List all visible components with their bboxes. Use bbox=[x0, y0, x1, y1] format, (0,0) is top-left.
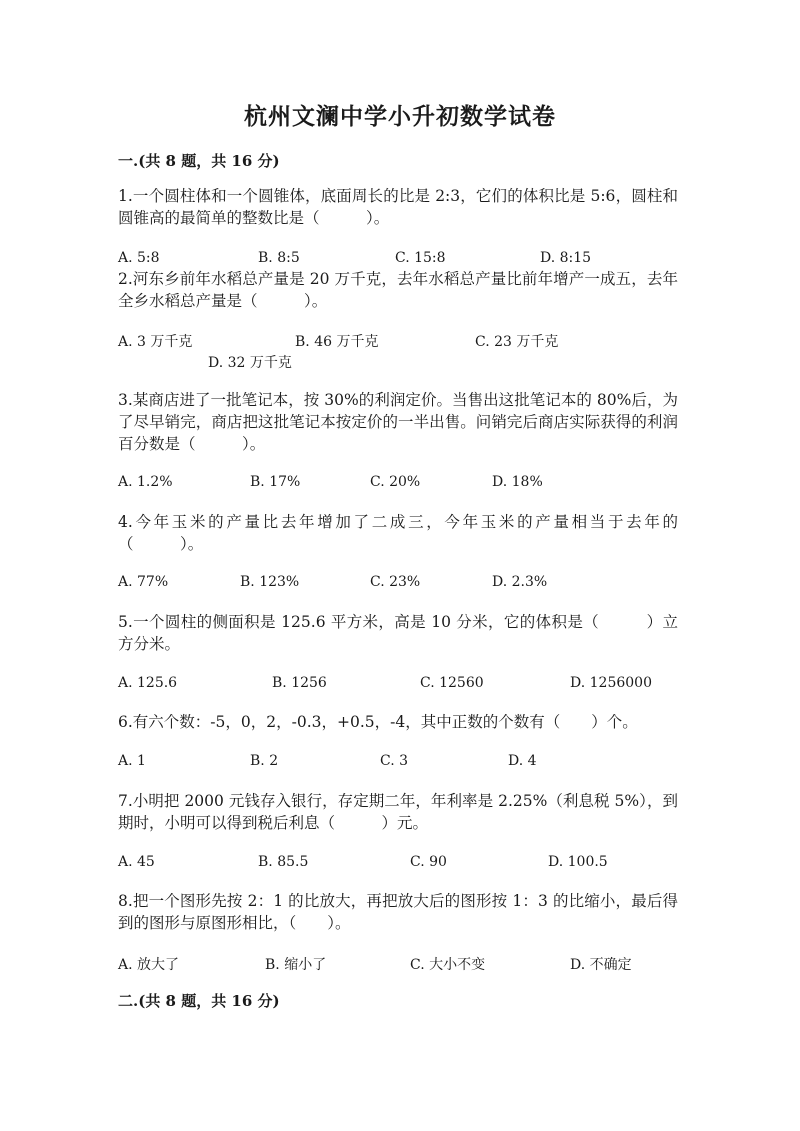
question-6-text: 6.有六个数：-5，0，2，-0.3，+0.5，-4，其中正数的个数有（ ）个。 bbox=[118, 713, 638, 731]
question-8-text: 8.把一个图形先按 2：1 的比放大，再把放大后的图形按 1：3 的比缩小，最后得到的图形与原图形相比，（ ）。 bbox=[118, 892, 678, 932]
question-2-option-b[interactable]: B. 46 万千克 bbox=[295, 334, 379, 350]
question-7-option-c[interactable]: C. 90 bbox=[410, 854, 447, 870]
question-1-option-d[interactable]: D. 8:15 bbox=[540, 250, 592, 266]
question-3-option-c[interactable]: C. 20% bbox=[370, 474, 421, 490]
question-2-text: 2.河东乡前年水稻总产量是 20 万千克，去年水稻总产量比前年增产一成五，去年全乡水稻总产量是（ ）。 bbox=[118, 270, 678, 310]
question-8-option-a[interactable]: A. 放大了 bbox=[118, 957, 180, 973]
question-7-option-b[interactable]: B. 85.5 bbox=[258, 854, 309, 870]
question-6-option-d[interactable]: D. 4 bbox=[508, 753, 537, 769]
question-6-option-c[interactable]: C. 3 bbox=[380, 753, 409, 769]
question-5-option-c[interactable]: C. 12560 bbox=[420, 675, 484, 691]
question-4-option-d[interactable]: D. 2.3% bbox=[492, 574, 548, 590]
question-5-option-b[interactable]: B. 1256 bbox=[272, 675, 327, 691]
exam-title: 杭州文澜中学小升初数学试卷 bbox=[244, 103, 556, 130]
section-heading-2: 二.(共 8 题，共 16 分) bbox=[118, 992, 280, 1010]
question-1-option-a[interactable]: A. 5:8 bbox=[118, 250, 160, 266]
question-4-option-c[interactable]: C. 23% bbox=[370, 574, 421, 590]
question-1-option-b[interactable]: B. 8:5 bbox=[258, 250, 300, 266]
question-4-text: 4.今年玉米的产量比去年增加了二成三，今年玉米的产量相当于去年的（ ）。 bbox=[118, 513, 678, 553]
question-5-option-d[interactable]: D. 1256000 bbox=[570, 675, 652, 691]
question-8-option-d[interactable]: D. 不确定 bbox=[570, 957, 632, 973]
question-7-option-a[interactable]: A. 45 bbox=[118, 854, 155, 870]
question-5-text: 5.一个圆柱的侧面积是 125.6 平方米，高是 10 分米，它的体积是（ ）立方分米。 bbox=[118, 613, 678, 653]
question-8-option-b[interactable]: B. 缩小了 bbox=[265, 957, 327, 973]
question-4-option-a[interactable]: A. 77% bbox=[118, 574, 169, 590]
question-6-option-a[interactable]: A. 1 bbox=[118, 753, 146, 769]
question-7-text: 7.小明把 2000 元钱存入银行，存定期二年，年利率是 2.25%（利息税 5%），到期时，小明可以得到税后利息（ ）元。 bbox=[118, 792, 678, 832]
question-6-option-b[interactable]: B. 2 bbox=[250, 753, 279, 769]
question-2-option-c[interactable]: C. 23 万千克 bbox=[475, 334, 559, 350]
question-3-text: 3.某商店进了一批笔记本，按 30%的利润定价。当售出这批笔记本的 80%后，为了尽早销完，商店把这批笔记本按定价的一半出售。问销完后商店实际获得的利润百分数是（ ）。 bbox=[118, 391, 678, 453]
question-4-option-b[interactable]: B. 123% bbox=[240, 574, 300, 590]
question-2-option-a[interactable]: A. 3 万千克 bbox=[118, 334, 193, 350]
question-5-option-a[interactable]: A. 125.6 bbox=[118, 675, 178, 691]
question-7-option-d[interactable]: D. 100.5 bbox=[548, 854, 608, 870]
question-3-option-a[interactable]: A. 1.2% bbox=[118, 474, 173, 490]
question-1-text: 1.一个圆柱体和一个圆锥体，底面周长的比是 2:3，它们的体积比是 5:6，圆柱和圆锥高的最简单的整数比是（ ）。 bbox=[118, 187, 678, 227]
question-3-option-d[interactable]: D. 18% bbox=[492, 474, 543, 490]
question-2-option-d[interactable]: D. 32 万千克 bbox=[208, 355, 292, 371]
question-8-option-c[interactable]: C. 大小不变 bbox=[410, 957, 486, 973]
question-3-option-b[interactable]: B. 17% bbox=[250, 474, 301, 490]
question-1-option-c[interactable]: C. 15:8 bbox=[395, 250, 446, 266]
section-heading-1: 一.(共 8 题，共 16 分) bbox=[118, 152, 280, 170]
